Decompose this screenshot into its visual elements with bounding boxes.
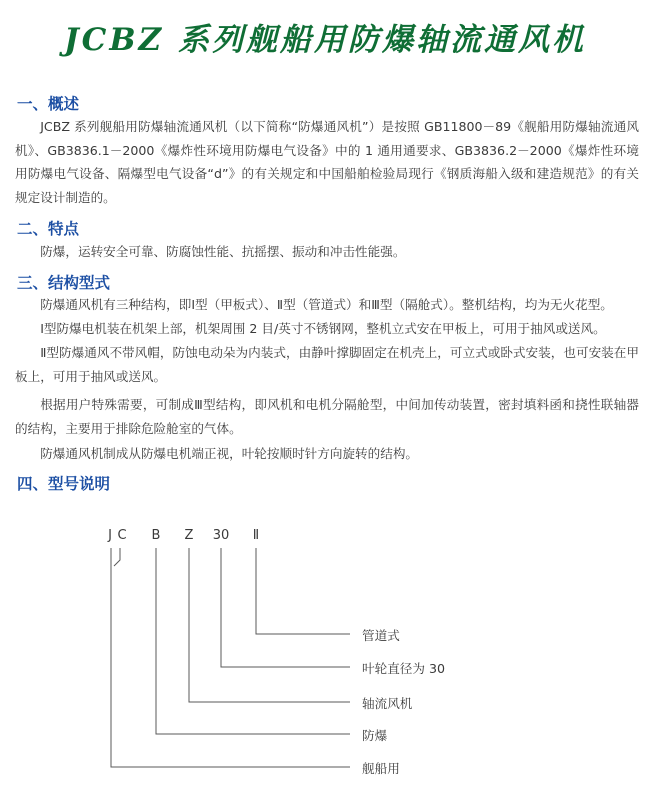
section-heading-overview: 一、概述 [17, 95, 80, 113]
structure-paragraph-1: 防爆通风机有三种结构，即Ⅰ型（甲板式）、Ⅱ型（管道式）和Ⅲ型（隔舱式）。整机结构，均为无火花型。 [40, 297, 613, 312]
code-desc-type: 管道式 [362, 628, 400, 643]
page-title: JCBZ 系列舰船用防爆轴流通风机 [64, 22, 586, 58]
code-part-C: C [117, 528, 127, 543]
section-heading-model: 四、型号说明 [17, 475, 111, 493]
features-paragraph: 防爆，运转安全可靠、防腐蚀性能、抗摇摆、振动和冲击性能强。 [40, 244, 406, 259]
code-part-size: 30 [212, 528, 230, 543]
leader-line-30 [221, 548, 350, 667]
code-desc-size: 叶轮直径为 30 [362, 661, 445, 676]
code-desc-axial: 轴流风机 [362, 696, 413, 711]
code-desc-marine: 舰船用 [362, 761, 400, 776]
code-part-type: Ⅱ [252, 528, 260, 543]
structure-paragraph-4: 根据用户特殊需要，可制成Ⅲ型结构，即风机和电机分隔舱型，中间加传动装置，密封填料函和挠性联轴器的结构，主要用于排除危险舱室的气体。 [15, 397, 639, 436]
code-part-J: J [108, 528, 112, 543]
leader-line-B [156, 548, 350, 734]
leader-line-C [114, 548, 120, 566]
code-part-Z: Z [184, 528, 194, 543]
structure-paragraph-2: Ⅰ型防爆电机装在机架上部，机架周围 2 目/英寸不锈钢网，整机立式安在甲板上，可用于抽风或送风。 [40, 321, 606, 336]
structure-paragraph-3: Ⅱ型防爆通风不带风帽，防蚀电动朵为内装式，由静叶撑脚固定在机壳上，可立式或卧式安装，也可安装在甲板上，可用于抽风或送风。 [15, 345, 639, 384]
section-heading-structure: 三、结构型式 [17, 274, 111, 292]
leader-line-Z [189, 548, 350, 702]
section-heading-features: 二、特点 [17, 220, 80, 238]
leader-line-type [256, 548, 350, 634]
code-desc-explosion: 防爆 [362, 728, 388, 743]
overview-paragraph: JCBZ 系列舰船用防爆轴流通风机（以下简称“防爆通风机”）是按照 GB11800－89《舰船用防爆轴流通风机》、GB3836.1－2000《爆炸性环境用防爆电气设备》中的 1 通用通要求、GB3836.2－2000《爆炸性环境用防爆电气设备、隔爆型电气设备“d”》的有关规定和中国船舶检验局现行《钢质海船入级和建造规范》的有关规定设计制造的。 [15, 119, 639, 205]
code-part-B: B [151, 528, 161, 543]
structure-paragraph-5: 防爆通风机制成从防爆电机端正视，叶轮按顺时针方向旋转的结构。 [40, 446, 418, 461]
